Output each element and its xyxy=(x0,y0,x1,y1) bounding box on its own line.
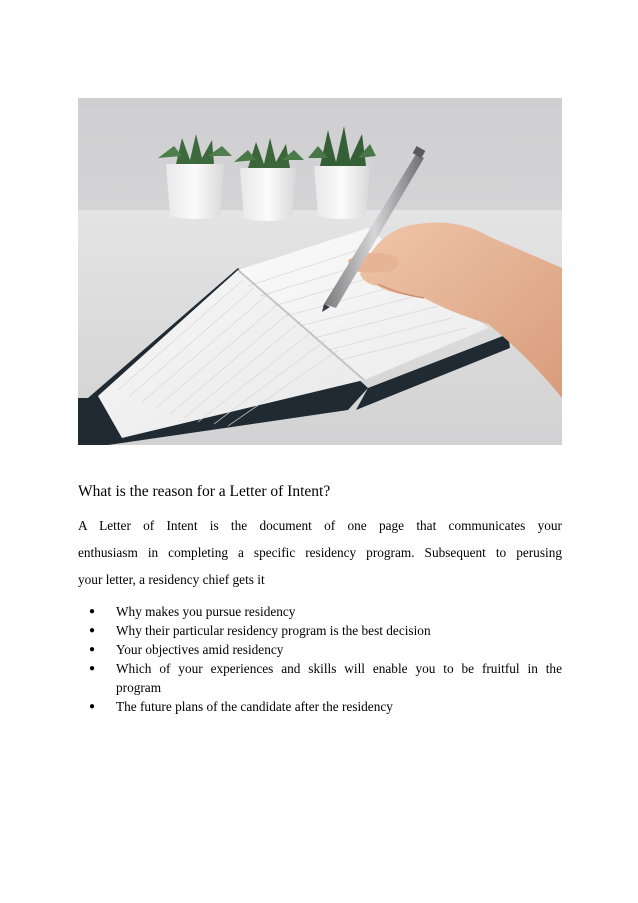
intro-paragraph xyxy=(78,512,562,593)
bullet-icon: ● xyxy=(89,606,96,617)
list-item xyxy=(78,602,562,621)
list-item-text: The future plans of the candidate after the residency xyxy=(116,699,393,714)
list-item-text: Why makes you pursue residency xyxy=(116,604,296,619)
list-item-text: Why their particular residency program is the best decision xyxy=(116,623,431,638)
notebook-writing-photo xyxy=(78,98,562,445)
list-item xyxy=(78,640,562,659)
list-item-text: Which of your experiences and skills will enable you to be fruitful in the xyxy=(116,661,562,676)
list-item-text: Your objectives amid residency xyxy=(116,642,284,657)
bullet-icon: ● xyxy=(89,644,96,655)
list-item xyxy=(78,621,562,640)
reasons-list xyxy=(78,602,562,716)
bullet-icon: ● xyxy=(89,701,96,712)
bullet-icon: ● xyxy=(89,663,96,674)
paragraph-line-3: your letter, a residency chief gets it xyxy=(78,572,265,587)
list-item-text-continued: program xyxy=(116,680,162,695)
section-heading: What is the reason for a Letter of Intent? xyxy=(78,483,331,500)
paragraph-line-2: enthusiasm in completing a specific residency program. Subsequent to perusing xyxy=(78,545,562,560)
bullet-icon: ● xyxy=(89,625,96,636)
list-item xyxy=(78,659,562,697)
paragraph-line-1: A Letter of Intent is the document of one page that communicates your xyxy=(78,518,562,533)
list-item xyxy=(78,697,562,716)
